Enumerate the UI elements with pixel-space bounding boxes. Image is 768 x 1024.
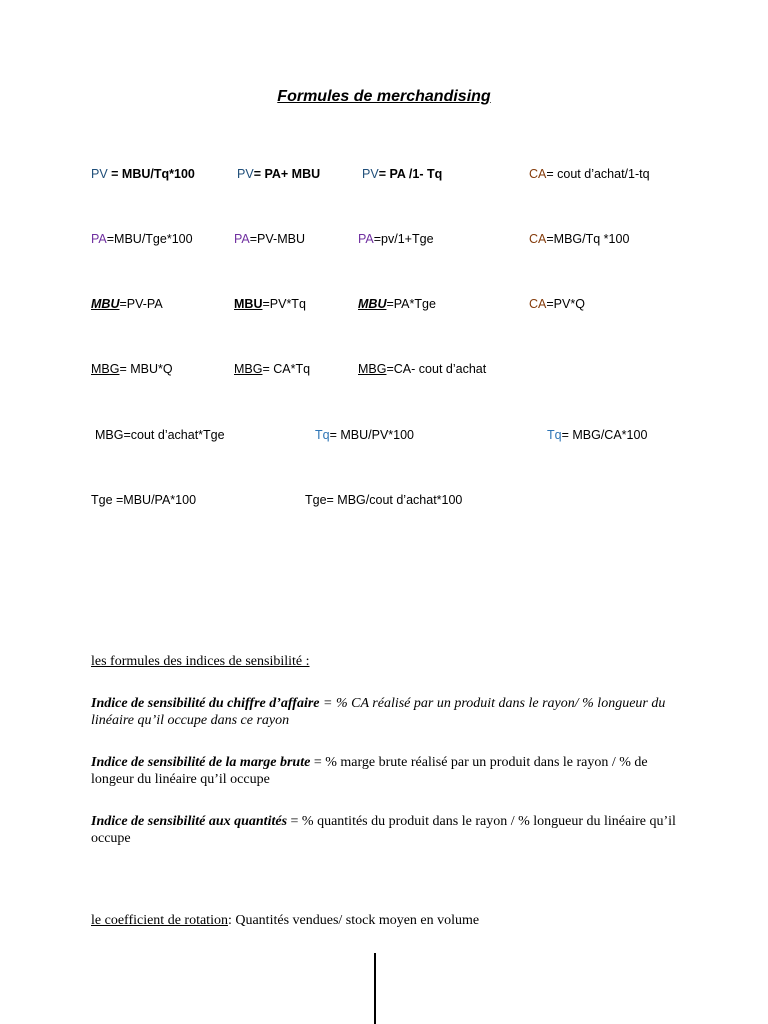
- formula-ca-3: [529, 296, 585, 312]
- formula-var: PV: [237, 167, 254, 181]
- formula-pa-1: [91, 231, 193, 247]
- indice-formula: = % CA réalisé par un produit dans le rayon/ % longueur du linéaire qu’il occupe dans ce rayon: [91, 696, 666, 728]
- formula-expr: Tge =MBU/PA*100: [91, 493, 197, 507]
- formula-pa-3: [358, 231, 434, 247]
- formula-expr: Tge= MBG/cout d’achat*100: [305, 493, 463, 507]
- formula-pv-1: [91, 166, 195, 182]
- formula-var: CA: [529, 167, 547, 181]
- formula-expr: MBG=cout d’achat*Tge: [95, 428, 225, 442]
- formula-var: PV: [362, 167, 379, 181]
- formula-var: MBG: [358, 362, 387, 376]
- formula-expr: =PV-MBU: [249, 232, 305, 246]
- formula-expr: =PV*Q: [546, 297, 585, 311]
- formula-expr: =PV*Tq: [262, 297, 306, 311]
- formula-expr: = PA /1- Tq: [378, 167, 443, 181]
- formula-expr: = MBG/CA*100: [561, 428, 648, 442]
- formula-expr: =CA- cout d’achat: [386, 362, 487, 376]
- formula-expr: = PA+ MBU: [253, 167, 321, 181]
- formula-var: MBG: [234, 362, 263, 376]
- formula-expr: = MBU/Tq*100: [107, 167, 195, 181]
- indice-quantites: [91, 813, 681, 847]
- formula-var: PV: [91, 167, 108, 181]
- formula-tge-1: [91, 492, 196, 508]
- formula-mbu-2: [234, 296, 306, 312]
- formula-expr: = MBU*Q: [119, 362, 173, 376]
- formula-var: MBU: [358, 297, 387, 311]
- formula-ca-2: [529, 231, 629, 247]
- formula-var: MBU: [234, 297, 263, 311]
- formula-mbg-1: [91, 361, 173, 377]
- formula-expr: =MBU/Tge*100: [106, 232, 193, 246]
- formula-var: PA: [91, 232, 107, 246]
- formula-expr: = MBU/PV*100: [329, 428, 415, 442]
- formula-mbu-3: [358, 296, 436, 312]
- indice-label: Indice de sensibilité de la marge brute: [91, 755, 311, 770]
- formula-mbu-1: [91, 296, 163, 312]
- indice-formula: = % quantités du produit dans le rayon / % longueur du linéaire qu’il occupe: [91, 814, 676, 846]
- indice-formula: = % marge brute réalisé par un produit dans le rayon / % de longeur du linéaire qu’il occupe: [91, 755, 648, 787]
- formula-mbg-2: [234, 361, 310, 377]
- formula-var: Tq: [315, 428, 330, 442]
- formula-pv-2: [237, 166, 320, 182]
- indice-label: Indice de sensibilité aux quantités: [91, 814, 288, 829]
- formula-pv-3: [362, 166, 442, 182]
- formula-expr: =MBG/Tq *100: [546, 232, 630, 246]
- indice-ca: [91, 695, 681, 729]
- formula-expr: =pv/1+Tge: [373, 232, 434, 246]
- section-title-sensibilite: les formules des indices de sensibilité :: [91, 654, 310, 669]
- indice-label: Indice de sensibilité du chiffre d’affaire: [91, 696, 320, 711]
- coefficient-formula: : Quantités vendues/ stock moyen en volume: [227, 913, 480, 928]
- formula-var: PA: [358, 232, 374, 246]
- indice-marge-brute: [91, 754, 681, 788]
- formula-expr: = cout d’achat/1-tq: [546, 167, 650, 181]
- formula-mbg-4: [95, 427, 225, 443]
- text-cursor-line: [374, 953, 376, 1024]
- coefficient-label: le coefficient de rotation: [91, 913, 228, 928]
- formula-tq-2: [547, 427, 647, 443]
- formula-var: CA: [529, 297, 547, 311]
- formula-var: MBU: [91, 297, 120, 311]
- formula-expr: =PA*Tge: [386, 297, 436, 311]
- formula-var: MBG: [91, 362, 120, 376]
- formula-expr: = CA*Tq: [262, 362, 311, 376]
- formula-mbg-3: [358, 361, 486, 377]
- formula-var: PA: [234, 232, 250, 246]
- formula-ca-1: [529, 166, 650, 182]
- formula-tge-2: [305, 492, 462, 508]
- page-title: Formules de merchandising: [277, 88, 491, 105]
- formula-var: Tq: [547, 428, 562, 442]
- formula-expr: =PV-PA: [119, 297, 163, 311]
- coefficient-rotation: [91, 913, 479, 929]
- formula-var: CA: [529, 232, 547, 246]
- formula-tq-1: [315, 427, 414, 443]
- formula-pa-2: [234, 231, 305, 247]
